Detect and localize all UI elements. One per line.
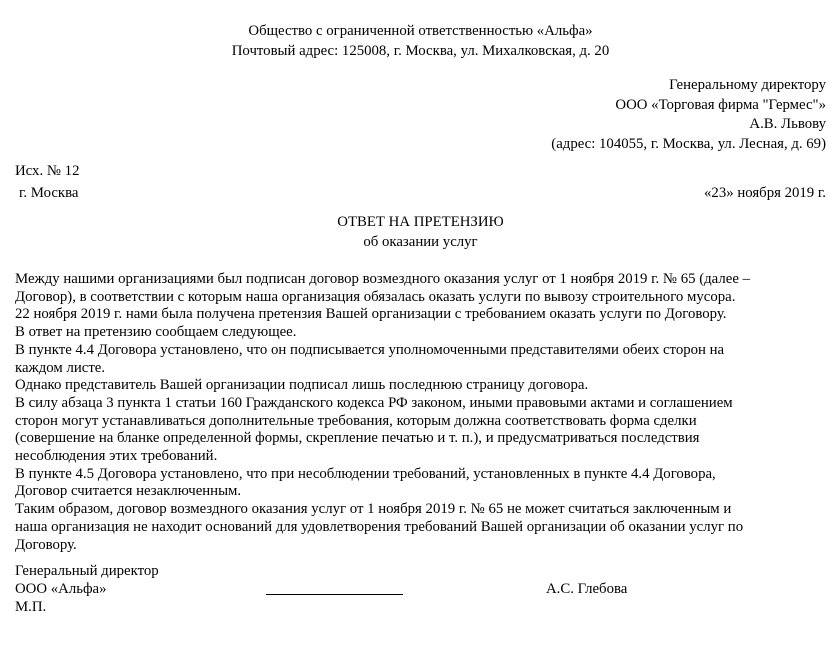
body-line-4: В ответ на претензию сообщаем следующее. (15, 324, 297, 341)
signer-position: Генеральный директор (15, 563, 159, 580)
signer-company: ООО «Альфа» (15, 581, 107, 598)
body-line-2: Договор), в соответствии с которым наша организация обязалась оказать услуги по вывозу строительного мусора. (15, 288, 736, 305)
body-line-15: наша организация не находит оснований для удовлетворения требований Вашей организации об оказании услуг по (15, 518, 744, 535)
body-line-7: Однако представитель Вашей организации подписал лишь последнюю страницу договора. (15, 377, 589, 394)
body-line-1: Между нашими организациями был подписан договор возмездного оказания услуг от 1 ноября 2019 г. № 65 (далее – (15, 271, 750, 287)
outgoing-number: Исх. № 12 (15, 163, 80, 179)
signature-line (266, 594, 403, 595)
signature-row (15, 580, 826, 598)
body-line-9: сторон могут устанавливаться дополнительные требования, которым должна соответствовать форма сделки (15, 412, 697, 429)
sender-address: Почтовый адрес: 125008, г. Москва, ул. Михалковская, д. 20 (231, 42, 610, 59)
body-line-6: каждом листе. (15, 359, 106, 376)
document-title-line2: об оказании услуг (363, 233, 478, 250)
body-line-14: Таким образом, договор возмездного оказания услуг от 1 ноября 2019 г. № 65 не может считаться заключенным и (15, 501, 732, 518)
body-line-12: В пункте 4.5 Договора установлено, что при несоблюдении требований, установленных в пункте 4.4 Договора, (15, 465, 716, 482)
addressee-position: Генеральному директору (669, 77, 826, 93)
sender-company: Общество с ограниченной ответственностью «Альфа» (248, 23, 593, 39)
document-body (15, 271, 826, 554)
document-title (15, 213, 826, 252)
body-line-16: Договору. (15, 536, 77, 553)
addressee-address: (адрес: 104055, г. Москва, ул. Лесная, д. 69) (551, 135, 826, 152)
addressee-company: ООО «Торговая фирма "Гермес"» (615, 96, 826, 113)
document-title-line1: ОТВЕТ НА ПРЕТЕНЗИЮ (337, 214, 504, 230)
sender-block (15, 22, 826, 61)
addressee-block (15, 76, 826, 154)
body-line-11: несоблюдения этих требований. (15, 448, 218, 465)
document-date: «23» ноября 2019 г. (704, 184, 826, 201)
seal-mark: М.П. (15, 599, 47, 616)
signer-name: А.С. Глебова (546, 581, 628, 598)
addressee-name: А.В. Львову (749, 116, 826, 132)
body-line-10: (совершение на бланке определенной формы, скрепление печатью и т. п.), и предусматриваться последствия (15, 430, 700, 447)
document-place: г. Москва (19, 184, 79, 201)
body-line-5: В пункте 4.4 Договора установлено, что он подписывается уполномоченными представителями обеих сторон на (15, 341, 725, 358)
signature-block (15, 562, 826, 616)
body-line-8: В силу абзаца 3 пункта 1 статьи 160 Гражданского кодекса РФ законом, иными правовыми актами и соглашением (15, 394, 733, 411)
place-date-row (15, 184, 826, 204)
body-line-13: Договор считается незаключенным. (15, 483, 242, 500)
body-line-3: 22 ноября 2019 г. нами была получена претензия Вашей организации с требованием оказать услуги по Договору. (15, 306, 727, 323)
